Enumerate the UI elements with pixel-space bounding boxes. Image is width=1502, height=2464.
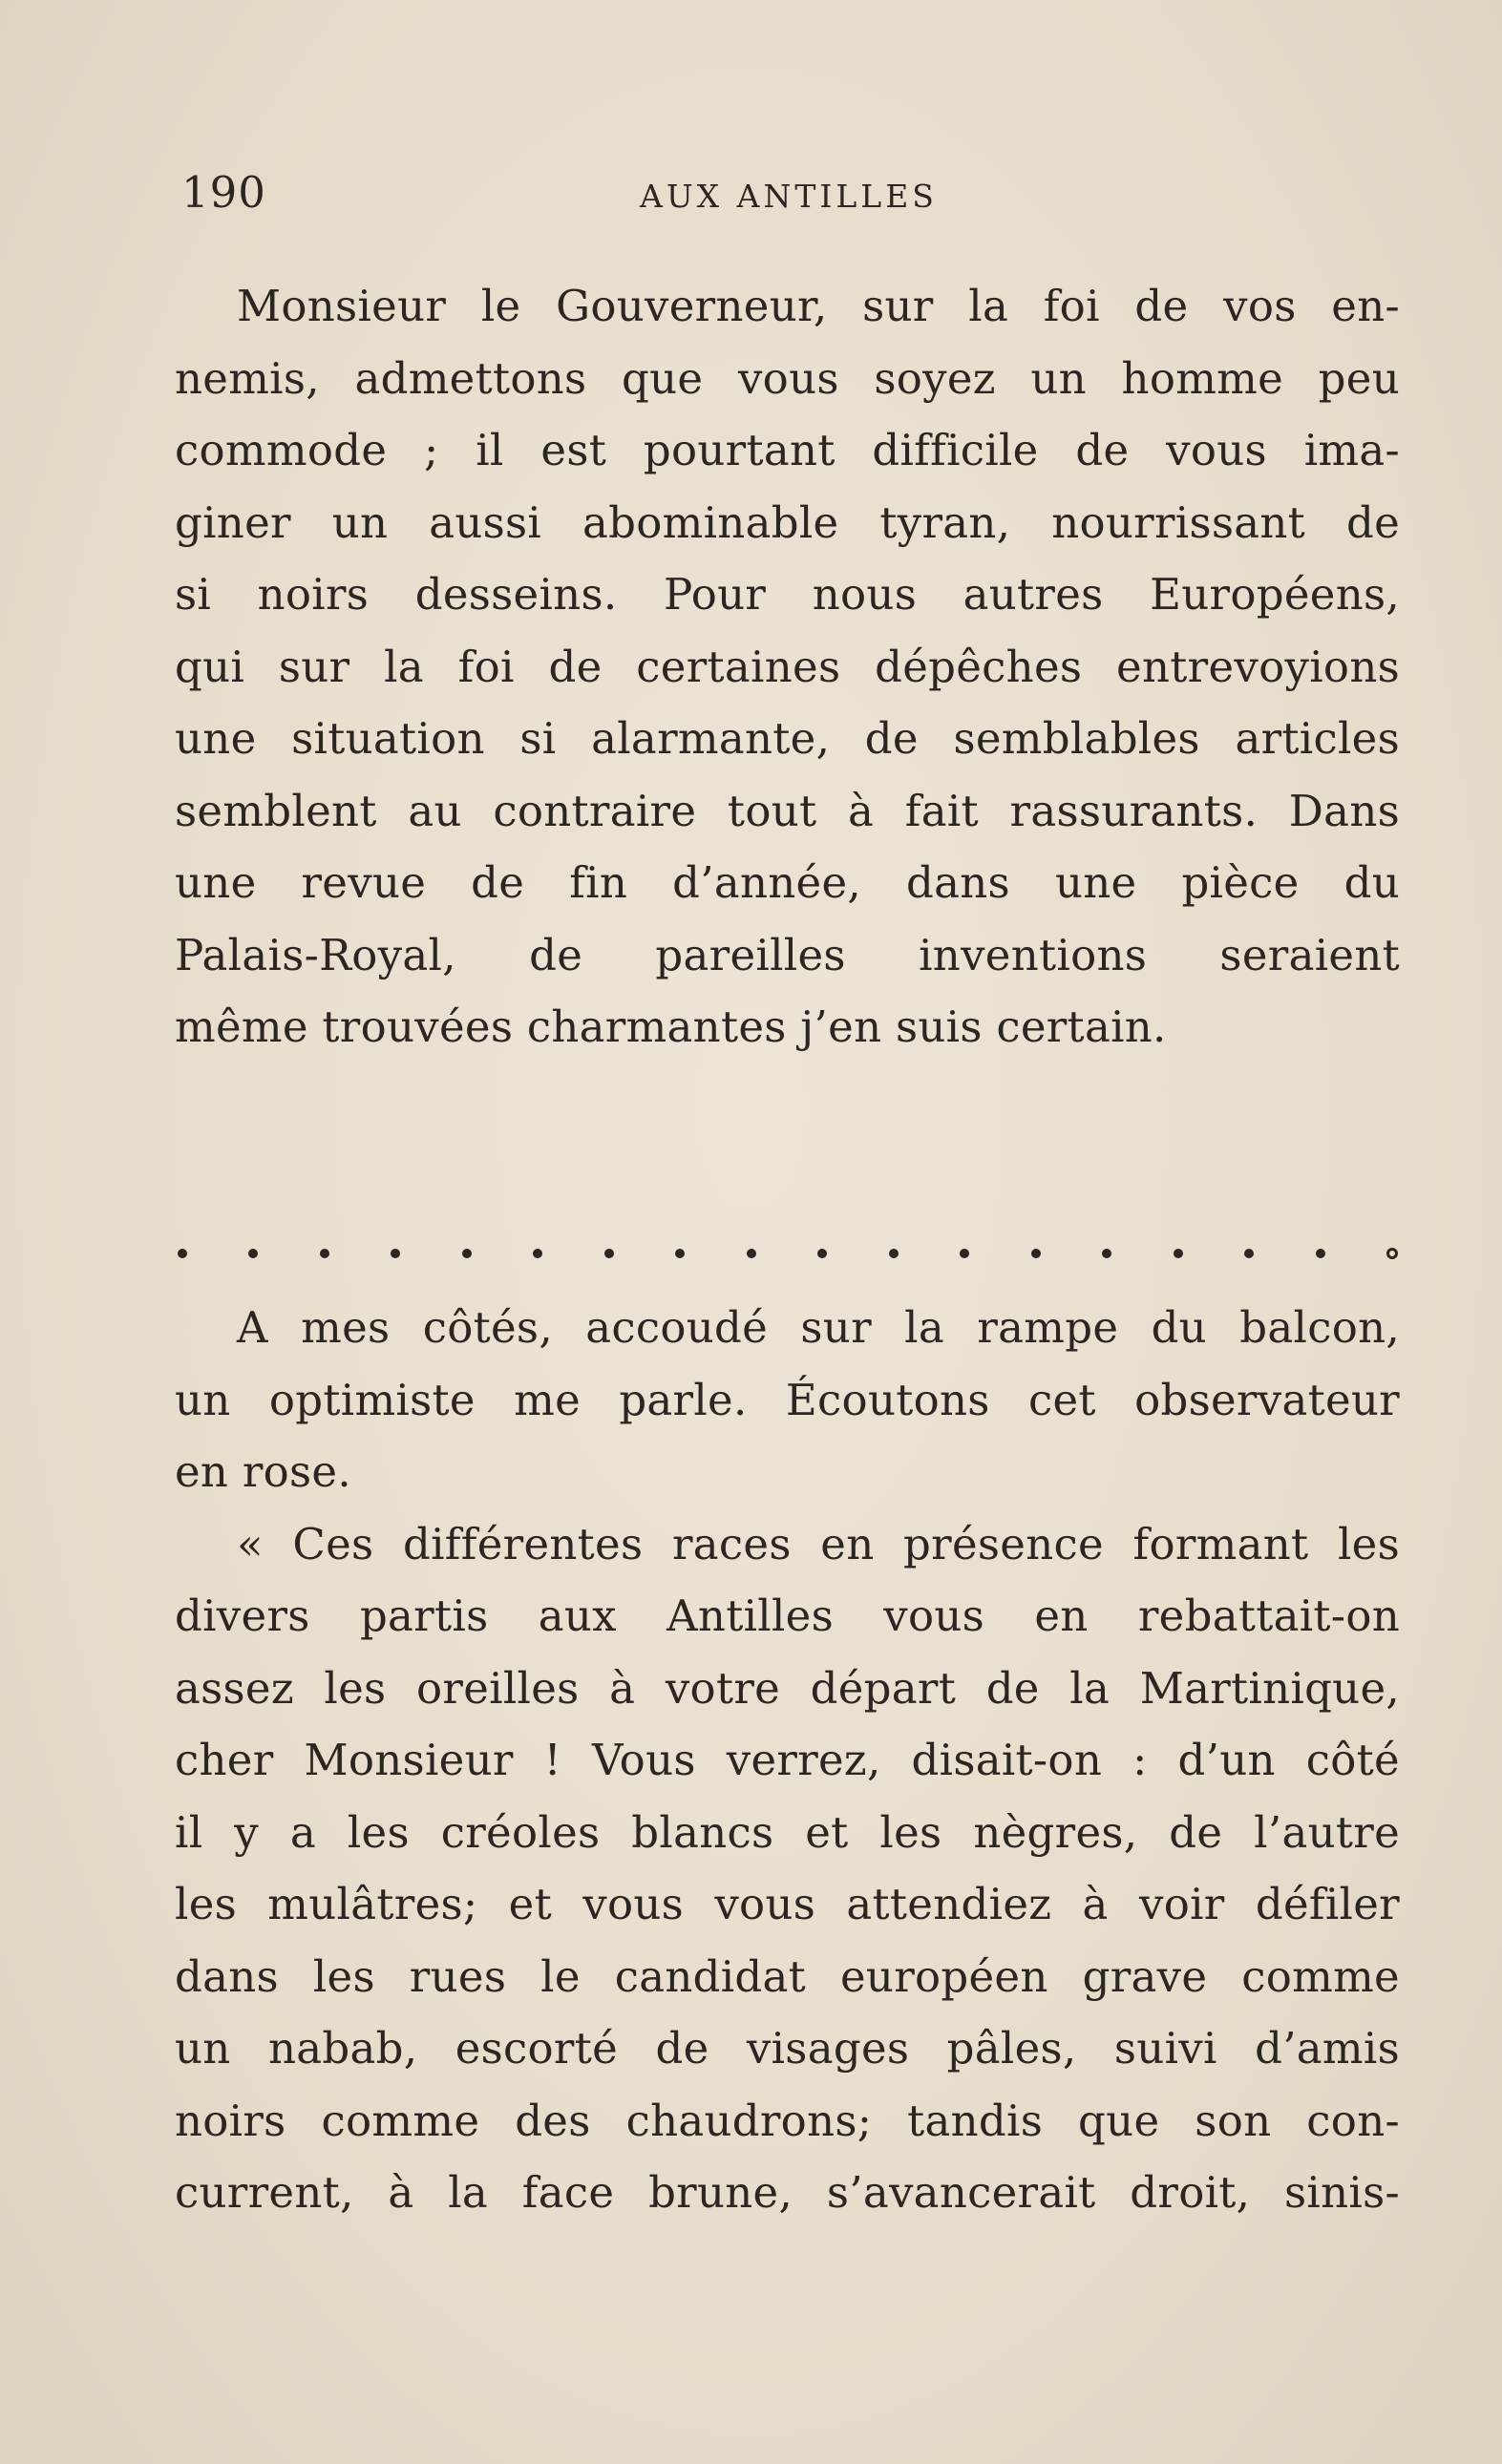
page-number: 190 — [181, 167, 266, 218]
text-line: divers partis aux Antilles vous en rebattait-on — [175, 1590, 1400, 1641]
section-separator-dots — [178, 1239, 1398, 1268]
separator-dot — [533, 1249, 542, 1258]
separator-dot — [178, 1249, 187, 1258]
paragraph-optimiste — [175, 1292, 1400, 2229]
text-line: une situation si alarmante, de semblables articles — [175, 713, 1400, 764]
text-line: si noirs desseins. Pour nous autres Européens, — [175, 569, 1400, 620]
separator-dot — [320, 1249, 329, 1258]
text-line: A mes côtés, accoudé sur la rampe du balcon, — [237, 1302, 1400, 1353]
text-line: une revue de fin d’année, dans une pièce du — [175, 857, 1400, 908]
text-line: dans les rues le candidat européen grave comme — [175, 1950, 1400, 2002]
separator-dot — [1174, 1249, 1183, 1258]
text-line: cher Monsieur ! Vous verrez, disait-on : d’un côté — [175, 1735, 1400, 1785]
text-line: « Ces différentes races en présence formant les — [237, 1518, 1400, 1569]
text-line: en rose. — [175, 1446, 351, 1497]
separator-dot — [889, 1249, 899, 1258]
separator-dot — [675, 1249, 685, 1258]
text-line: commode ; il est pourtant difficile de vous ima- — [175, 425, 1400, 475]
text-line: current, à la face brune, s’avancerait droit, sinis- — [175, 2167, 1400, 2218]
separator-dot — [248, 1249, 258, 1258]
separator-dot — [1102, 1249, 1111, 1258]
separator-dot — [747, 1249, 756, 1258]
text-line: assez les oreilles à votre départ de la Martinique, — [175, 1662, 1400, 1714]
separator-dot — [604, 1249, 614, 1258]
text-line: Palais-Royal, de pareilles inventions seraient — [175, 929, 1400, 980]
text-line: nemis, admettons que vous soyez un homme peu — [175, 352, 1400, 404]
text-line: noirs comme des chaudrons; tandis que son con- — [175, 2095, 1400, 2146]
separator-dot — [1386, 1248, 1398, 1259]
separator-dot — [960, 1249, 969, 1258]
text-line: qui sur la foi de certaines dépêches entrevoyions — [175, 641, 1400, 692]
separator-dot — [817, 1249, 827, 1258]
text-line: les mulâtres; et vous vous attendiez à voir défiler — [175, 1879, 1400, 1929]
text-line: un optimiste me parle. Écoutons cet observateur — [175, 1374, 1400, 1425]
text-line: il y a les créoles blancs et les nègres, de l’autre — [175, 1806, 1400, 1858]
page-header — [181, 164, 1404, 221]
text-line: Monsieur le Gouverneur, sur la foi de vos en- — [237, 281, 1400, 331]
running-title: AUX ANTILLES — [640, 178, 938, 215]
paragraph-gouverneur — [175, 270, 1400, 1064]
separator-dot — [1244, 1249, 1254, 1258]
separator-dot — [1031, 1249, 1041, 1258]
separator-dot — [391, 1249, 400, 1258]
text-line: giner un aussi abominable tyran, nourrissant de — [175, 496, 1400, 548]
text-line: semblent au contraire tout à fait rassurants. Dans — [175, 785, 1400, 836]
text-line: un nabab, escorté de visages pâles, suivi d’amis — [175, 2023, 1400, 2074]
separator-dot — [1316, 1249, 1325, 1258]
text-line: même trouvées charmantes j’en suis certain. — [175, 1001, 1167, 1052]
separator-dot — [462, 1249, 472, 1258]
